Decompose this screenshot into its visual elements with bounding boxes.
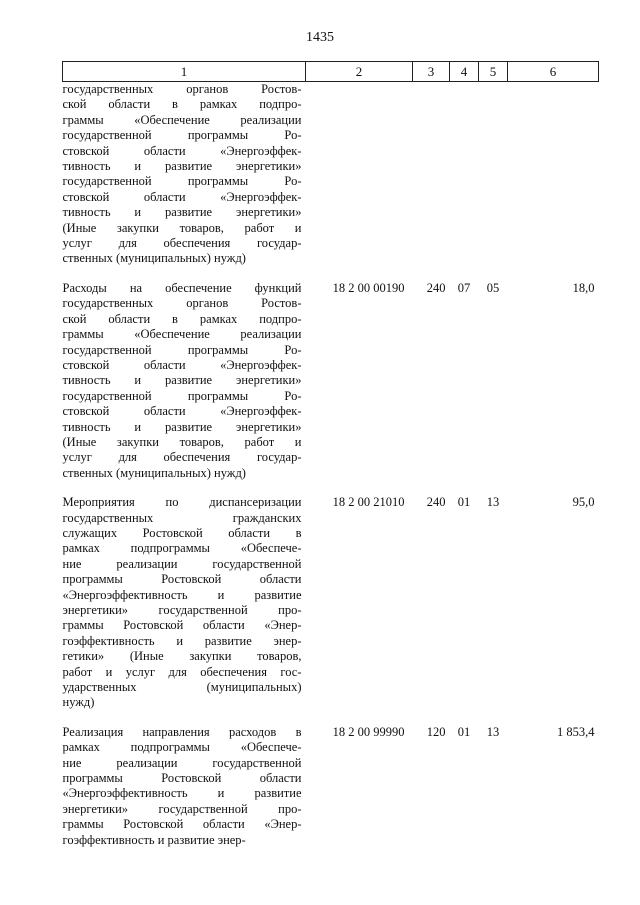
description-line: государственной программы Ро-: [62, 342, 302, 357]
description-line: служащих Ростовской области в: [62, 525, 302, 540]
description-line: энергетики» государственной про-: [62, 801, 302, 816]
description-line: тивность и развитие энергетики»: [62, 419, 302, 434]
description-line: государственной программы Ро-: [62, 174, 302, 189]
description-line: ние реализации государственной: [62, 556, 302, 571]
header-col-3: 3: [413, 62, 450, 82]
table-row: [63, 725, 599, 848]
description-line: (Иные закупки товаров, работ и: [62, 220, 302, 235]
description-line: граммы «Обеспечение реализации: [62, 327, 302, 342]
description-line: ской области в рамках подпро-: [62, 311, 302, 326]
row-subsection-code: 13: [486, 495, 500, 510]
row-expense-type: 120: [426, 724, 446, 739]
row-spacer: [63, 267, 599, 281]
description-line: услуг для обеспечения государ-: [62, 236, 302, 251]
description-line: рамках подпрограммы «Обеспече-: [62, 740, 302, 755]
header-col-4: 4: [450, 62, 479, 82]
description-line: гетики» (Иные закупки товаров,: [62, 649, 302, 664]
row-subsection-code: 13: [486, 724, 500, 739]
row-description: [63, 281, 306, 481]
row-target-code: 18 2 00 99990: [332, 724, 405, 739]
description-line: ственных (муниципальных) нужд): [62, 251, 246, 266]
row-description: [63, 495, 306, 711]
description-line: ственных (муниципальных) нужд): [62, 465, 246, 480]
table-row: [63, 495, 599, 711]
description-line: нужд): [62, 695, 95, 710]
row-expense-type: 240: [426, 495, 446, 510]
description-line: стовской области «Энергоэффек-: [62, 404, 302, 419]
table-body: [63, 82, 599, 849]
row-section-code: 07: [457, 280, 471, 295]
header-col-1: 1: [63, 62, 306, 82]
row-spacer: [63, 711, 599, 725]
description-line: граммы «Обеспечение реализации: [62, 112, 302, 127]
row-amount: 95,0: [572, 495, 595, 510]
row-description: [63, 725, 306, 848]
description-line: государственных органов Ростов-: [62, 82, 302, 96]
description-line: программы Ростовской области: [62, 572, 302, 587]
description-line: программы Ростовской области: [62, 771, 302, 786]
row-target-code: [306, 82, 413, 267]
header-col-2: 2: [306, 62, 413, 82]
header-col-6: 6: [508, 62, 599, 82]
description-line: рамках подпрограммы «Обеспече-: [62, 541, 302, 556]
description-line: услуг для обеспечения государ-: [62, 450, 302, 465]
description-line: стовской области «Энергоэффек-: [62, 189, 302, 204]
description-line: Расходы на обеспечение функций: [62, 280, 302, 295]
description-line: государственной программы Ро-: [62, 128, 302, 143]
description-line: ударственных (муниципальных): [62, 680, 302, 695]
description-line: работ и услуг для обеспечения гос-: [62, 664, 302, 679]
description-line: граммы Ростовской области «Энер-: [62, 817, 302, 832]
description-line: «Энергоэффективность и развитие: [62, 786, 302, 801]
description-line: стовской области «Энергоэффек-: [62, 357, 302, 372]
row-subsection-code: 05: [486, 280, 500, 295]
description-line: тивность и развитие энергетики»: [62, 205, 302, 220]
description-line: ние реализации государственной: [62, 755, 302, 770]
description-line: гоэффективность и развитие энер-: [62, 832, 246, 847]
row-spacer: [63, 481, 599, 495]
table-row: [63, 281, 599, 481]
table-row: [63, 82, 599, 267]
row-target-code: 18 2 00 00190: [332, 280, 405, 295]
row-expense-type: [413, 82, 450, 267]
row-target-code: 18 2 00 21010: [332, 495, 405, 510]
header-row: [63, 62, 599, 82]
description-line: Мероприятия по диспансеризации: [62, 495, 302, 510]
description-line: тивность и развитие энергетики»: [62, 373, 302, 388]
row-section-code: 01: [457, 724, 471, 739]
description-line: стовской области «Энергоэффек-: [62, 143, 302, 158]
description-line: Реализация направления расходов в: [62, 724, 302, 739]
row-section-code: [450, 82, 479, 267]
row-amount: 1 853,4: [557, 724, 595, 739]
description-line: энергетики» государственной про-: [62, 603, 302, 617]
row-subsection-code: [479, 82, 508, 267]
row-amount: 18,0: [572, 280, 595, 295]
header-col-5: 5: [479, 62, 508, 82]
description-line: гоэффективность и развитие энер-: [62, 633, 302, 648]
description-line: ской области в рамках подпро-: [62, 97, 302, 112]
row-section-code: 01: [457, 495, 471, 510]
row-expense-type: 240: [426, 280, 446, 295]
description-line: государственных гражданских: [62, 510, 302, 525]
row-amount: [508, 82, 599, 267]
page-number: 1435: [306, 30, 334, 45]
description-line: государственных органов Ростов-: [62, 296, 302, 311]
row-description: [63, 82, 306, 267]
budget-table: [62, 61, 599, 848]
description-line: тивность и развитие энергетики»: [62, 159, 302, 174]
description-line: «Энергоэффективность и развитие: [62, 587, 302, 602]
description-line: государственной программы Ро-: [62, 388, 302, 403]
description-line: граммы Ростовской области «Энер-: [62, 618, 302, 633]
description-line: (Иные закупки товаров, работ и: [62, 434, 302, 449]
